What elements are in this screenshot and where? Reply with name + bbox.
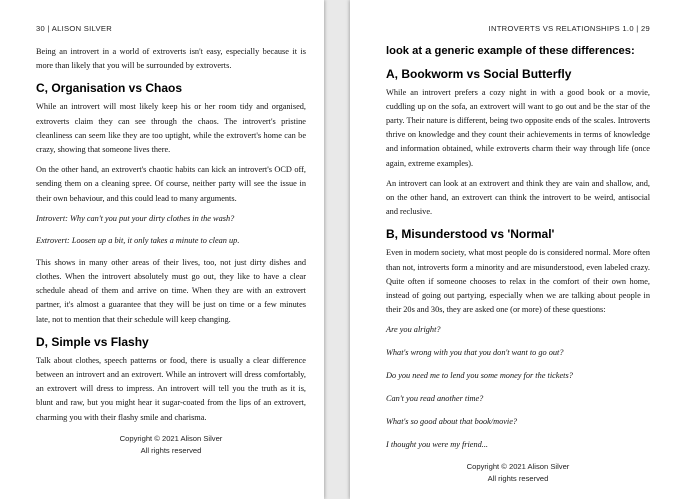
left-page (0, 0, 324, 499)
section-c-closing-paragraph: This shows in many other areas of their lives, too, not just dirty dishes and clothes. When the introvert absolutely must go out, they like to have a clear schedule ahead of them and arrive on time. When they are with an extrovert partner, it's almost a guarantee that they will be just on time or a few minutes late, not to mention that their schedule will keep changing. (36, 257, 306, 324)
right-running-head: INTROVERTS VS RELATIONSHIPS 1.0 | 29 (488, 24, 650, 33)
section-b-heading: B, Misunderstood vs 'Normal' (386, 227, 555, 242)
opening-paragraph: Being an introvert in a world of extroverts isn't easy, especially because it is more than likely that you will be surrounded by extroverts. (36, 47, 306, 71)
question-item: What's wrong with you that you don't want to go out? (386, 348, 564, 358)
section-c-paragraph-2: On the other hand, an extrovert's chaotic habits can kick an introvert's OCD off, sending them on a cleaning spree. Of course, neither party will see the issue in their own behaviour, and this could lead to many arguments. (36, 165, 306, 203)
right-footer-rights: All rights reserved (487, 474, 549, 484)
left-footer-copyright: Copyright © 2021 Alison Silver (119, 433, 223, 443)
left-footer (36, 433, 306, 457)
right-page (350, 0, 680, 499)
section-d-paragraph: Talk about clothes, speech patterns or food, there is usually a clear difference between an introvert and an extrovert. While an introvert will dress comfortably, an extrovert will dress to impress. An introvert will tell you the truth as it is, blunt and raw, but you might hear it sugar-coated from the lips of an extrovert, charming you with their flashy smile and charisma. (36, 355, 306, 422)
question-item: I thought you were my friend... (386, 440, 489, 450)
section-b-paragraph: Even in modern society, what most people do is considered normal. More often than not, introverts form a minority and are misunderstood, even labeled crazy. Quite often if someone chooses to relax in the comfort of their own home, instead of going out partying, especially when we are talking about people in their 20s and 30s, they are asked one (or more) of these questions: (386, 248, 650, 315)
question-item: Can't you read another time? (386, 394, 484, 404)
left-running-head: 30 | ALISON SILVER (36, 24, 113, 33)
question-item: What's so good about that book/movie? (386, 417, 518, 427)
right-footer-copyright: Copyright © 2021 Alison Silver (466, 462, 570, 472)
section-a-paragraph-2: An introvert can look at an extrovert and think they are vain and shallow, and, on the other hand, an extrovert can think the introvert to be weird, antisocial and reclusive. (386, 178, 650, 217)
section-c-paragraph-1: While an introvert will most likely keep his or her room tidy and organised, extroverts claim they can see through the chaos. The introvert's pristine cleanliness can seem like they are too uptight, while the extrovert's home can be crazy, showing that someone lives there. (36, 102, 306, 155)
section-d-heading: D, Simple vs Flashy (36, 334, 149, 349)
question-item: Are you alright? (386, 325, 441, 335)
section-a-paragraph-1: While an introvert prefers a cozy night in with a good book or a movie, cuddling up on the sofa, an extrovert will want to go out and be the star of the party. Their nature is different, being two opposite ends of the scales. Introverts thrive on knowledge and they count their achievements in terms of knowledge and information obtained, while extroverts charm their way through life (once again, extreme examples). (386, 87, 650, 168)
section-c-heading: C, Organisation vs Chaos (36, 81, 183, 96)
intro-heading: look at a generic example of these differences: (386, 45, 635, 57)
section-a-heading: A, Bookworm vs Social Butterfly (386, 66, 572, 81)
left-footer-rights: All rights reserved (140, 445, 202, 455)
dialogue-introvert: Introvert: Why can't you put your dirty clothes in the wash? (36, 213, 235, 223)
question-item: Do you need me to lend you some money for the tickets? (386, 371, 573, 381)
right-footer (386, 461, 650, 485)
questions-list (386, 323, 650, 452)
dialogue-extrovert: Extrovert: Loosen up a bit, it only takes a minute to clean up. (36, 235, 240, 245)
